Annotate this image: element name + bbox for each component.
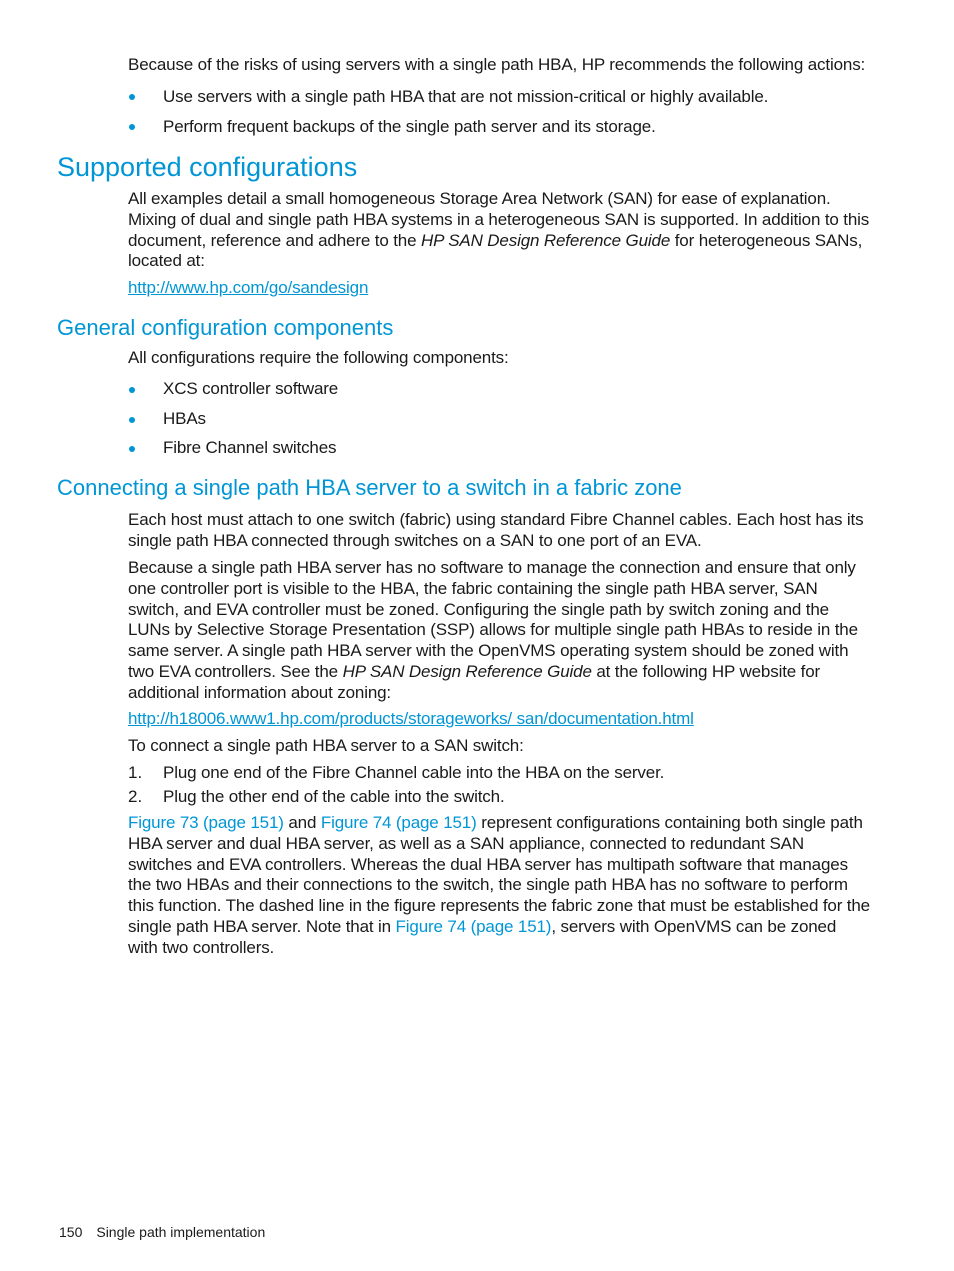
figure-73-link[interactable]: Figure 73 (page 151) — [128, 813, 284, 832]
bullet-icon — [129, 94, 135, 100]
general-bullet-1: XCS controller software — [163, 379, 339, 398]
connecting-paragraph-1: Each host must attach to one switch (fabric) using standard Fibre Channel cables. Each host has its single path HBA connected through switches on a SAN to one port of an EVA. — [128, 510, 864, 550]
heading-general-configuration-components: General configuration components — [57, 315, 394, 340]
step-1-text: Plug one end of the Fibre Channel cable into the HBA on the server. — [163, 763, 665, 782]
sandesign-link[interactable]: http://www.hp.com/go/sandesign — [128, 278, 369, 297]
connecting-paragraph-2: Because a single path HBA server has no software to manage the connection and ensure that only one controller port is visible to the HBA, the fabric containing the single path HBA server, SAN switch, and EVA controller must be zoned. Configuring the single path by switch zoning and the LUNs by Selective Storage Presentation (SSP) allows for multiple single path HBAs to reside in the same server. A single path HBA server with the OpenVMS operating system should be zoned with two EVA controllers. See the HP SAN Design Reference Guide at the following HP website for additional information about zoning: — [128, 558, 858, 702]
figure-74-link-2[interactable]: Figure 74 (page 151) — [395, 916, 552, 936]
page-footer — [59, 1223, 265, 1241]
bullet-icon — [129, 387, 135, 393]
connecting-paragraph-3: Figure 73 (page 151) and Figure 74 (page 151) represent configurations containing both single path HBA server and dual HBA server, as well as a SAN appliance, connected to redundant SAN switches and EVA controllers. Whereas the dual HBA server has multipath software that manages the two HBAs and their connections to the switch, the single path HBA has no software to perform this function. The dashed line in the figure represents the fabric zone that must be established for the single path HBA server. Note that in Figure 74 (page 151), servers with OpenVMS can be zoned with two controllers. — [128, 813, 870, 957]
intro-paragraph: Because of the risks of using servers with a single path HBA, HP recommends the following actions: — [128, 55, 866, 74]
bullet-icon — [129, 446, 135, 452]
steps-intro: To connect a single path HBA server to a SAN switch: — [128, 736, 524, 755]
heading-supported-configurations: Supported configurations — [57, 152, 358, 182]
figure-74-link[interactable]: Figure 74 (page 151) — [320, 813, 477, 832]
bullet-icon — [129, 124, 135, 130]
general-paragraph: All configurations require the following components: — [128, 348, 509, 367]
step-number-1: 1. — [128, 763, 143, 782]
page-number: 150 — [59, 1224, 83, 1240]
footer-section-title: Single path implementation — [96, 1224, 266, 1240]
bullet-icon — [129, 417, 135, 423]
intro-bullet-2: Perform frequent backups of the single path server and its storage. — [163, 117, 656, 136]
storageworks-documentation-link[interactable]: http://h18006.www1.hp.com/products/storageworks/ san/documentation.html — [128, 709, 694, 728]
supported-paragraph: All examples detail a small homogeneous Storage Area Network (SAN) for ease of explanation. Mixing of dual and single path HBA systems in a heterogeneous SAN is supported. In addition to this document, reference and adhere to the HP SAN Design Reference Guide for heterogeneous SANs, located at: — [128, 189, 870, 271]
step-number-2: 2. — [128, 787, 143, 806]
step-2-text: Plug the other end of the cable into the switch. — [163, 787, 505, 806]
general-bullet-3: Fibre Channel switches — [163, 438, 337, 457]
intro-bullet-1: Use servers with a single path HBA that are not mission-critical or highly available. — [163, 87, 769, 106]
heading-connecting-single-path: Connecting a single path HBA server to a switch in a fabric zone — [57, 475, 682, 500]
general-bullet-2: HBAs — [163, 409, 206, 428]
